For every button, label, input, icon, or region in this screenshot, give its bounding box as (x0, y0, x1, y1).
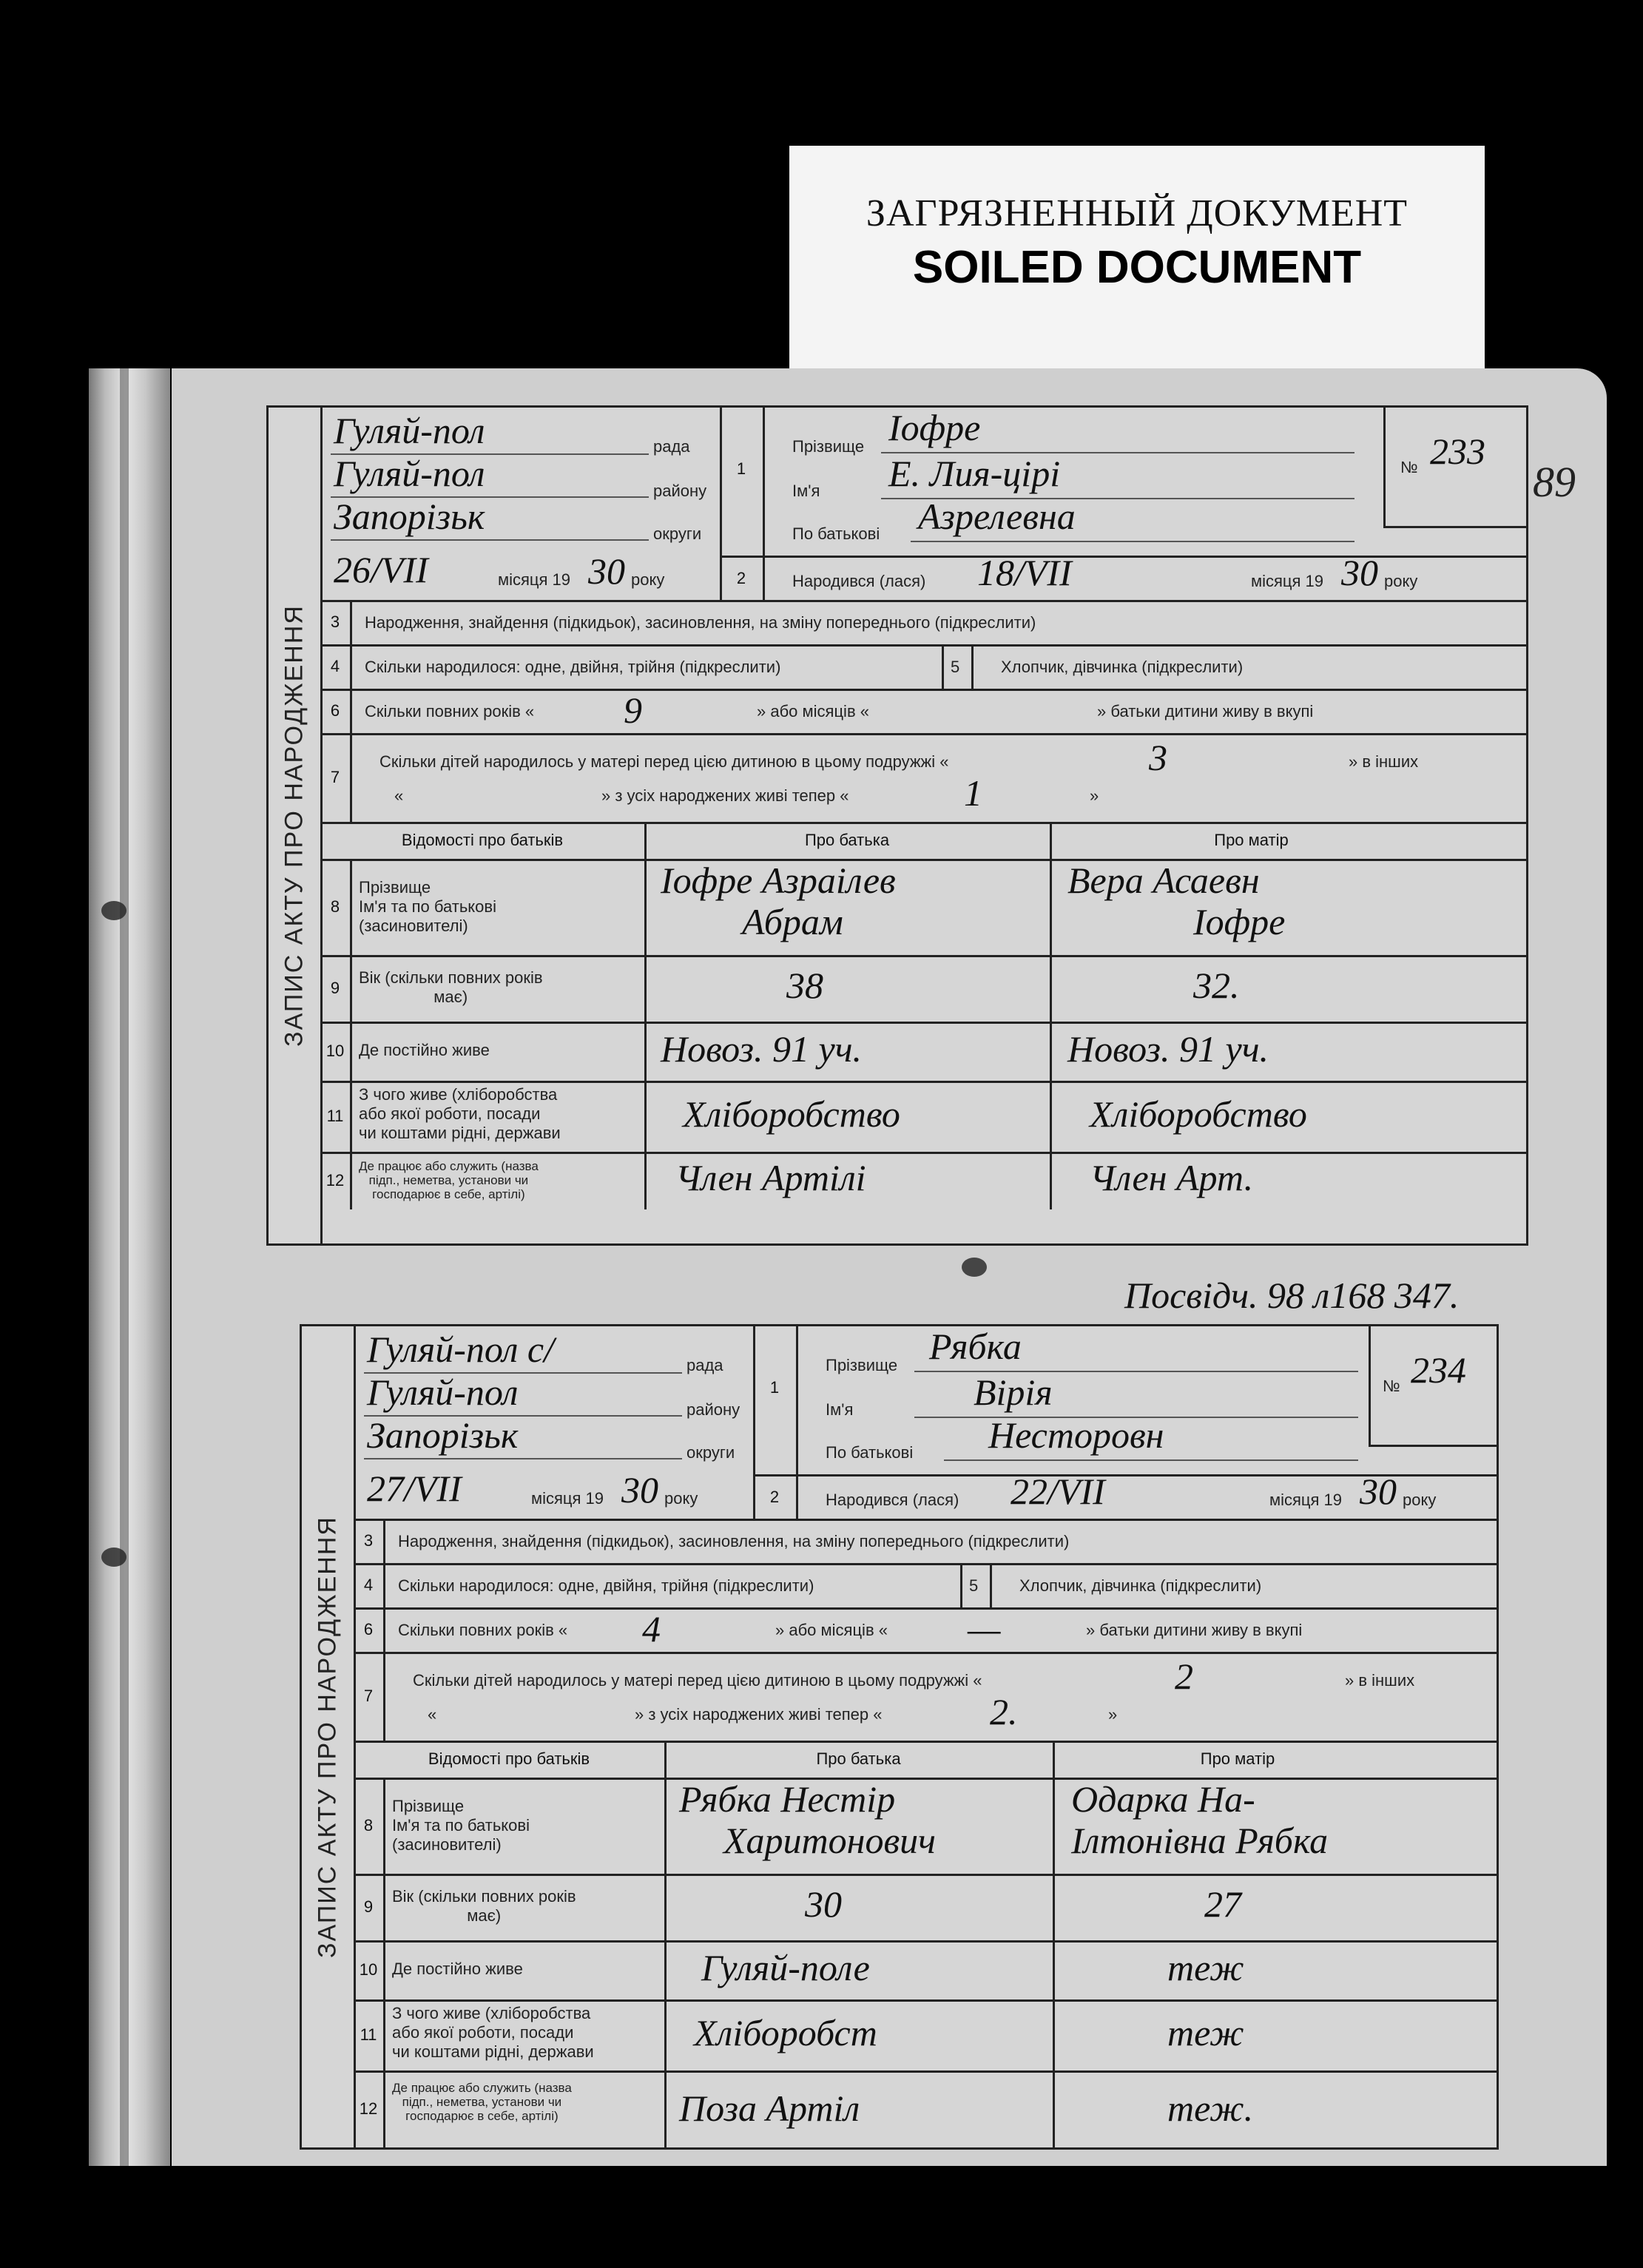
row-7-other-label: » в інших (1349, 752, 1419, 771)
year-label: року (664, 1489, 698, 1508)
parents-info-header: Відомості про батьків (428, 1749, 590, 1768)
row-9: 9 Вік (скільки повних років має) 38 32. (320, 955, 1526, 1024)
registration-year-value: 30 (621, 1469, 658, 1511)
row-8: 8 Прізвище Ім'я та по батькові (засиновителі) Рябка Нестір Харитонович Одарка На- Ілтонівна Рябка (354, 1778, 1497, 1876)
okrug-value: Запорізьк (334, 496, 485, 537)
birth-date-value: 22/VII (1011, 1471, 1105, 1512)
row-3: 3 Народження, знайдення (підкидьок), засиновлення, на зміну попереднього (підкреслити) (320, 600, 1526, 647)
row-12-label: Де працює або служить (назва підп., неметва, установи чи господарює в себе, артілі) (359, 1159, 539, 1201)
row-11-label: З чого живе (хліборобства або якої роботи, посади чи коштами рідні, держави (359, 1085, 561, 1142)
rayon-label: району (653, 482, 707, 500)
binding-hole (101, 1548, 126, 1567)
header-numbers: 1 2 (720, 408, 765, 600)
margin-page-number: 89 (1533, 458, 1576, 506)
row-7: 7 Скільки дітей народилось у матері перед цією дитиною в цьому подружжі « 3 » в інших « » з усіх народжених живі тепер « 1 » (320, 733, 1526, 824)
parents-table (354, 1741, 1497, 2147)
name-label: Ім'я (792, 482, 820, 500)
row-6-months-label: » або місяців « (757, 702, 869, 720)
parents-header-row (320, 822, 1526, 861)
okrug-value: Запорізьк (367, 1414, 519, 1456)
father-residence-value: Гуляй-поле (701, 1947, 870, 1988)
child-name-value: Вірія (974, 1371, 1053, 1413)
row-6-together-label: » батьки дитини живу в вкупі (1086, 1621, 1303, 1639)
mother-work-value: Член Арт. (1090, 1157, 1254, 1198)
children-alive-value: 2. (990, 1691, 1018, 1732)
row-9-label: Вік (скільки повних років має) (359, 968, 543, 1006)
row-8: 8 Прізвище Ім'я та по батькові (засиновителі) Іофре Азраілев Абрам Вера Асаевн Іофре (320, 859, 1526, 957)
mother-residence-value: теж (1167, 1947, 1244, 1988)
mother-name-line1: Вера Асаевн (1067, 860, 1260, 901)
surname-label: Прізвище (792, 437, 865, 456)
surname-label: Прізвище (826, 1356, 898, 1374)
child-patronymic-value: Несторовн (988, 1414, 1164, 1456)
mother-name-line2: Ілтонівна Рябка (1071, 1820, 1329, 1861)
mother-name-line2: Іофре (1193, 901, 1286, 942)
father-name-line1: Іофре Азраілев (661, 860, 896, 901)
patronymic-label: По батькові (826, 1443, 914, 1462)
father-name-line2: Абрам (742, 901, 843, 942)
father-occupation-value: Хліборобст (694, 2012, 877, 2053)
month-label: місяця 19 (498, 570, 571, 589)
mother-age-value: 32. (1193, 965, 1240, 1006)
row-3: 3 Народження, знайдення (підкидьок), засиновлення, на зміну попереднього (підкреслити) (354, 1519, 1497, 1565)
mother-occupation-value: теж (1167, 2012, 1244, 2053)
binding-hole (101, 901, 126, 920)
row-10: 10 Де постійно живе Гуляй-поле теж (354, 1940, 1497, 2002)
birth-year-value: 30 (1341, 552, 1378, 593)
stamp-english-text: SOILED DOCUMENT (912, 242, 1362, 293)
father-residence-value: Новоз. 91 уч. (661, 1028, 863, 1070)
children-before-value: 3 (1149, 737, 1167, 778)
row-9-label: Вік (скільки повних років має) (392, 1887, 576, 1925)
birth-record-form-2 (300, 1324, 1499, 2150)
record-number-value: 233 (1430, 431, 1485, 472)
row-7-children-label: Скільки дітей народилось у матері перед цією дитиною в цьому подружжі « (379, 752, 949, 771)
mother-column-header: Про матір (1214, 831, 1289, 849)
row-8-label: Прізвище Ім'я та по батькові (засиновителі) (392, 1797, 530, 1854)
row-7-other-label: » в інших (1345, 1671, 1415, 1690)
birth-record-form-1 (266, 405, 1528, 1246)
row-6-years-label: Скільки повних років « (398, 1621, 568, 1639)
birth-date-value: 18/VII (977, 552, 1072, 593)
certificate-annotation: Посвідч. 98 л168 347. (1124, 1275, 1460, 1316)
row-6-years-label: Скільки повних років « (365, 702, 535, 720)
father-work-value: Член Артілі (675, 1157, 866, 1198)
row-4-5: 4 Скільки народилося: одне, двійня, трійня (підкреслити) 5 Хлопчик, дівчинка (підкреслити) (354, 1563, 1497, 1610)
children-alive-value: 1 (964, 772, 982, 814)
mother-age-value: 27 (1204, 1883, 1241, 1925)
children-before-value: 2 (1175, 1656, 1193, 1697)
row-4-label: Скільки народилося: одне, двійня, трійня (підкреслити) (398, 1576, 814, 1595)
parents-info-header: Відомості про батьків (401, 831, 564, 849)
row-7-quote-end: » (1108, 1705, 1118, 1724)
child-surname-value: Іофре (888, 407, 981, 448)
rayon-value: Гуляй-пол (334, 453, 485, 494)
header-numbers: 1 2 (753, 1326, 798, 1519)
row-6-together-label: » батьки дитини живу в вкупі (1097, 702, 1314, 720)
row-7-alive-label: » з усіх народжених живі тепер « (635, 1705, 883, 1724)
row-6-months-label: » або місяців « (775, 1621, 888, 1639)
child-patronymic-value: Азрелевна (918, 496, 1076, 537)
registration-date-value: 27/VII (367, 1468, 462, 1509)
form-header (320, 408, 1526, 602)
father-name-line2: Харитонович (723, 1820, 937, 1861)
rada-value: Гуляй-пол (334, 410, 485, 451)
birth-month-label: місяця 19 (1269, 1491, 1343, 1509)
book-spine (89, 368, 170, 2166)
name-label: Ім'я (826, 1400, 854, 1419)
row-12: 12 Де працює або служить (назва підп., неметва, установи чи господарює в себе, артілі) Член Артілі Член Арт. (320, 1152, 1526, 1209)
row-4-5: 4 Скільки народилося: одне, двійня, трійня (підкреслити) 5 Хлопчик, дівчинка (підкреслити) (320, 644, 1526, 691)
father-column-header: Про батька (816, 1749, 901, 1768)
number-sign: № (1400, 458, 1418, 476)
row-3-label: Народження, знайдення (підкидьок), засиновлення, на зміну попереднього (підкреслити) (365, 613, 1036, 632)
father-age-value: 30 (805, 1883, 842, 1925)
form-vertical-title: ЗАПИС АКТУ ПРО НАРОДЖЕННЯ (269, 408, 323, 1243)
years-together-value: 9 (624, 689, 642, 731)
birth-year-value: 30 (1360, 1471, 1397, 1512)
month-label: місяця 19 (531, 1489, 604, 1508)
registry-place-block (354, 1326, 755, 1519)
record-number-value: 234 (1411, 1349, 1466, 1391)
row-11-label: З чого живе (хліборобства або якої роботи, посади чи коштами рідні, держави (392, 2004, 594, 2061)
birth-year-label: року (1403, 1491, 1437, 1509)
row-9: 9 Вік (скільки повних років має) 30 27 (354, 1874, 1497, 1943)
father-column-header: Про батька (804, 831, 890, 849)
row-11: 11 З чого живе (хліборобства або якої роботи, посади чи коштами рідні, держави Хліборобст теж (354, 1999, 1497, 2073)
row-8-label: Прізвище Ім'я та по батькові (засиновителі) (359, 878, 496, 935)
record-number-box (1369, 1326, 1497, 1447)
mother-name-line1: Одарка На- (1071, 1778, 1255, 1820)
father-work-value: Поза Артіл (679, 2088, 860, 2129)
mother-column-header: Про матір (1200, 1749, 1275, 1768)
row-6: 6 Скільки повних років « 4 » або місяців « — » батьки дитини живу в вкупі (354, 1607, 1497, 1654)
months-together-value: — (968, 1608, 1001, 1650)
mother-work-value: теж. (1167, 2088, 1254, 2129)
form-vertical-title: ЗАПИС АКТУ ПРО НАРОДЖЕННЯ (302, 1326, 356, 2147)
stamp-russian-text: ЗАГРЯЗНЕННЫЙ ДОКУМЕНТ (866, 192, 1408, 234)
row-3-label: Народження, знайдення (підкидьок), засиновлення, на зміну попереднього (підкреслити) (398, 1532, 1070, 1550)
row-12: 12 Де працює або служить (назва підп., неметва, установи чи господарює в себе, артілі) Поза Артіл теж. (354, 2070, 1497, 2147)
born-label: Народився (лася) (792, 572, 926, 590)
row-10: 10 Де постійно живе Новоз. 91 уч. Новоз. 91 уч. (320, 1022, 1526, 1083)
parents-header-row (354, 1741, 1497, 1780)
row-7-alive-label: » з усіх народжених живі тепер « (601, 786, 849, 805)
row-7-quote: « (394, 786, 404, 805)
row-4-label: Скільки народилося: одне, двійня, трійня (підкреслити) (365, 658, 781, 676)
parents-table (320, 822, 1526, 1243)
row-10-label: Де постійно живе (359, 1041, 490, 1059)
row-5-label: Хлопчик, дівчинка (підкреслити) (1001, 658, 1244, 676)
born-label: Народився (лася) (826, 1491, 959, 1509)
patronymic-label: По батькові (792, 524, 880, 543)
rayon-value: Гуляй-пол (367, 1371, 519, 1413)
registration-year-value: 30 (588, 550, 625, 592)
year-label: року (631, 570, 665, 589)
soiled-document-stamp (789, 146, 1485, 375)
row-6: 6 Скільки повних років « 9 » або місяців « » батьки дитини живу в вкупі (320, 689, 1526, 735)
rada-label: рада (653, 437, 690, 456)
row-7-quote-end: » (1090, 786, 1099, 805)
registration-date-value: 26/VII (334, 549, 428, 590)
okrug-label: округи (686, 1443, 735, 1462)
father-age-value: 38 (786, 965, 823, 1006)
record-number-box (1383, 408, 1526, 528)
birth-month-label: місяця 19 (1251, 572, 1324, 590)
row-11: 11 З чого живе (хліборобства або якої роботи, посади чи коштами рідні, держави Хліборобство Хліборобство (320, 1081, 1526, 1154)
rada-value: Гуляй-пол с/ (367, 1329, 554, 1370)
row-7-children-label: Скільки дітей народилось у матері перед цією дитиною в цьому подружжі « (413, 1671, 982, 1690)
ink-stain (962, 1258, 987, 1277)
rada-label: рада (686, 1356, 723, 1374)
okrug-label: округи (653, 524, 702, 543)
rayon-label: району (686, 1400, 740, 1419)
father-occupation-value: Хліборобство (683, 1093, 900, 1135)
row-5-label: Хлопчик, дівчинка (підкреслити) (1019, 1576, 1262, 1595)
row-7: 7 Скільки дітей народилось у матері перед цією дитиною в цьому подружжі « 2 » в інших « » з усіх народжених живі тепер « 2. » (354, 1652, 1497, 1743)
father-name-line1: Рябка Нестір (679, 1778, 896, 1820)
form-header (354, 1326, 1497, 1521)
birth-year-label: року (1384, 572, 1418, 590)
row-7-quote: « (428, 1705, 437, 1724)
row-12-label: Де працює або служить (назва підп., неметва, установи чи господарює в себе, артілі) (392, 2081, 572, 2123)
mother-occupation-value: Хліборобство (1090, 1093, 1307, 1135)
row-10-label: Де постійно живе (392, 1960, 523, 1978)
years-together-value: 4 (642, 1608, 661, 1650)
child-name-value: Е. Лия-цірі (888, 453, 1061, 494)
child-surname-value: Рябка (929, 1326, 1022, 1367)
registry-place-block (320, 408, 722, 600)
number-sign: № (1383, 1377, 1400, 1395)
mother-residence-value: Новоз. 91 уч. (1067, 1028, 1269, 1070)
